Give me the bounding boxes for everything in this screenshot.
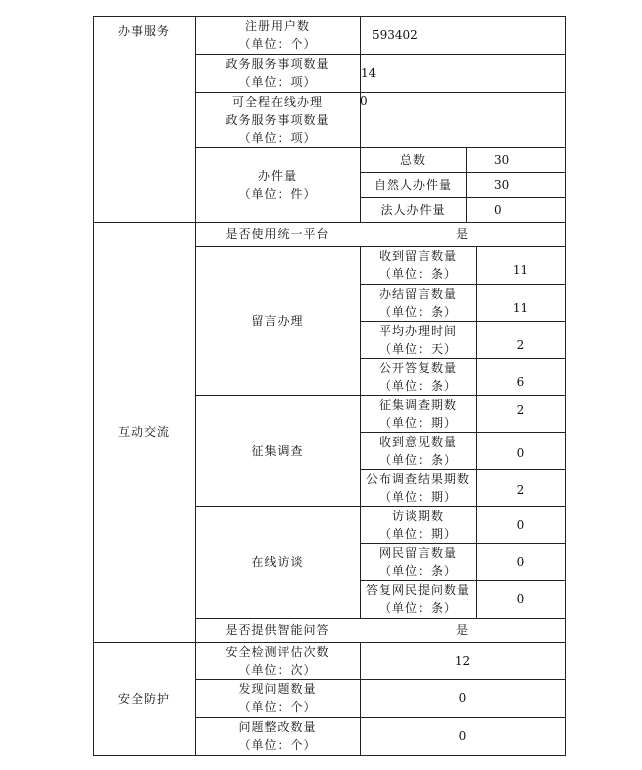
handling-total-value: [466, 147, 565, 172]
interview-periods-value: [476, 506, 565, 543]
value-text: 12: [454, 653, 471, 668]
label-text: 答复网民提问数量: [365, 583, 470, 597]
online-items-label: [195, 92, 360, 147]
unit-text: （单位：期）: [378, 415, 457, 430]
netizen-messages-value: [476, 543, 565, 580]
unit-text: （单位：项）: [238, 75, 317, 89]
smart-qa-value: [360, 618, 565, 642]
problems-found-label: [195, 679, 360, 717]
handling-legal-value: [466, 197, 565, 222]
value-text: 11: [512, 300, 529, 315]
public-replies-label: [360, 358, 476, 395]
concluded-messages-value: [476, 284, 565, 321]
survey-label: [195, 395, 360, 506]
avg-time-value: [476, 321, 565, 358]
value-text: 是: [455, 623, 469, 637]
label-text: 在线访谈: [251, 555, 304, 569]
messages-label: [195, 246, 360, 395]
section-service-text: 办事服务: [117, 24, 170, 38]
value-text: 14: [361, 66, 377, 80]
problems-fixed-label: [195, 717, 360, 755]
online-items-value: [360, 92, 565, 147]
label-text: 平均办理时间: [378, 323, 457, 338]
value-text: 0: [458, 729, 467, 743]
value-text: 0: [458, 691, 467, 705]
value-text: 11: [512, 263, 529, 277]
section-interaction-text: 互动交流: [117, 425, 170, 439]
unified-platform-label: [195, 222, 360, 246]
label-text: 收到留言数量: [378, 249, 457, 263]
table-border: [565, 16, 566, 756]
label-text: 总数: [399, 152, 426, 167]
survey-opinions-label: [360, 432, 476, 469]
survey-results-value: [476, 469, 565, 506]
label-text: 政务服务事项数量: [225, 57, 330, 71]
handling-total-label: [360, 147, 466, 172]
answered-questions-value: [476, 580, 565, 618]
label-text: 注册用户数: [244, 19, 310, 33]
value-text: 30: [494, 177, 510, 192]
value-text: 0: [494, 202, 502, 217]
unit-text: （单位：个）: [238, 37, 317, 51]
label-text: 访谈期数: [391, 508, 444, 523]
label-text: 法人办件量: [380, 202, 446, 217]
value-text: 2: [516, 402, 525, 417]
label-text: 问题整改数量: [238, 720, 317, 734]
value-text: 6: [516, 374, 525, 389]
label-text: 办结留言数量: [378, 286, 457, 301]
section-security-label: [93, 642, 195, 755]
unit-text: （单位：条）: [378, 267, 457, 281]
registered-users-value: [360, 16, 565, 54]
label-text: 发现问题数量: [238, 682, 317, 696]
survey-results-label: [360, 469, 476, 506]
label-text: 公布调查结果期数: [365, 471, 470, 486]
unit-text: （单位：项）: [238, 130, 317, 145]
concluded-messages-label: [360, 284, 476, 321]
unit-text: （单位：次）: [238, 662, 317, 677]
unit-text: （单位：条）: [378, 601, 457, 615]
inspections-label: [195, 642, 360, 679]
interview-label: [195, 506, 360, 618]
label-text: 公开答复数量: [378, 360, 457, 375]
unit-text: （单位：天）: [378, 341, 457, 356]
handling-legal-label: [360, 197, 466, 222]
unit-text: （单位：期）: [378, 489, 457, 504]
label-text: 可全程在线办理: [231, 94, 323, 109]
label-text: 网民留言数量: [378, 545, 457, 560]
value-text: 30: [494, 152, 510, 167]
label-text: 留言办理: [251, 313, 304, 328]
answered-questions-label: [360, 580, 476, 618]
interview-periods-label: [360, 506, 476, 543]
handling-label: [195, 147, 360, 222]
received-messages-value: [476, 246, 565, 284]
value-text: 0: [516, 517, 525, 532]
value-text: 0: [516, 554, 525, 569]
netizen-messages-label: [360, 543, 476, 580]
unit-text: （单位：个）: [238, 738, 317, 752]
registered-users-label: [195, 16, 360, 54]
value-text: 0: [516, 445, 525, 460]
handling-natural-value: [466, 172, 565, 197]
label-text: 征集调查: [251, 443, 304, 458]
survey-periods-label: [360, 395, 476, 432]
inspections-value: [360, 642, 565, 679]
unit-text: （单位：条）: [378, 304, 457, 319]
section-service-label: [93, 16, 195, 222]
smart-qa-label: [195, 618, 360, 642]
value-text: 是: [455, 227, 469, 241]
section-interaction-label: [93, 222, 195, 642]
label-text: 征集调查期数: [378, 397, 457, 412]
label-text: 自然人办件量: [373, 177, 452, 192]
public-replies-value: [476, 358, 565, 395]
label-text: 是否使用统一平台: [225, 227, 330, 241]
value-text: 2: [516, 337, 525, 352]
problems-found-value: [360, 679, 565, 717]
handling-natural-label: [360, 172, 466, 197]
unit-text: （单位：件）: [238, 186, 317, 201]
avg-time-label: [360, 321, 476, 358]
survey-opinions-value: [476, 432, 565, 469]
unit-text: （单位：条）: [378, 563, 457, 578]
service-items-label: [195, 54, 360, 92]
value-text: 0: [360, 94, 368, 108]
unit-text: （单位：条）: [378, 452, 457, 467]
label-text: 安全检测评估次数: [225, 644, 330, 659]
unit-text: （单位：条）: [378, 378, 457, 393]
value-text: 593402: [372, 28, 418, 42]
value-text: 2: [516, 482, 525, 497]
unified-platform-value: [360, 222, 565, 246]
label-text: 政务服务事项数量: [225, 112, 330, 127]
table-border: [93, 755, 566, 756]
service-items-value: [360, 54, 565, 92]
unit-text: （单位：期）: [378, 526, 457, 541]
label-text: 是否提供智能问答: [225, 623, 330, 637]
unit-text: （单位：个）: [238, 700, 317, 714]
label-text: 收到意见数量: [378, 434, 457, 449]
received-messages-label: [360, 246, 476, 284]
section-security-text: 安全防护: [117, 691, 170, 706]
value-text: 0: [516, 592, 525, 606]
survey-periods-value: [476, 395, 565, 432]
label-text: 办件量: [257, 168, 297, 183]
problems-fixed-value: [360, 717, 565, 755]
